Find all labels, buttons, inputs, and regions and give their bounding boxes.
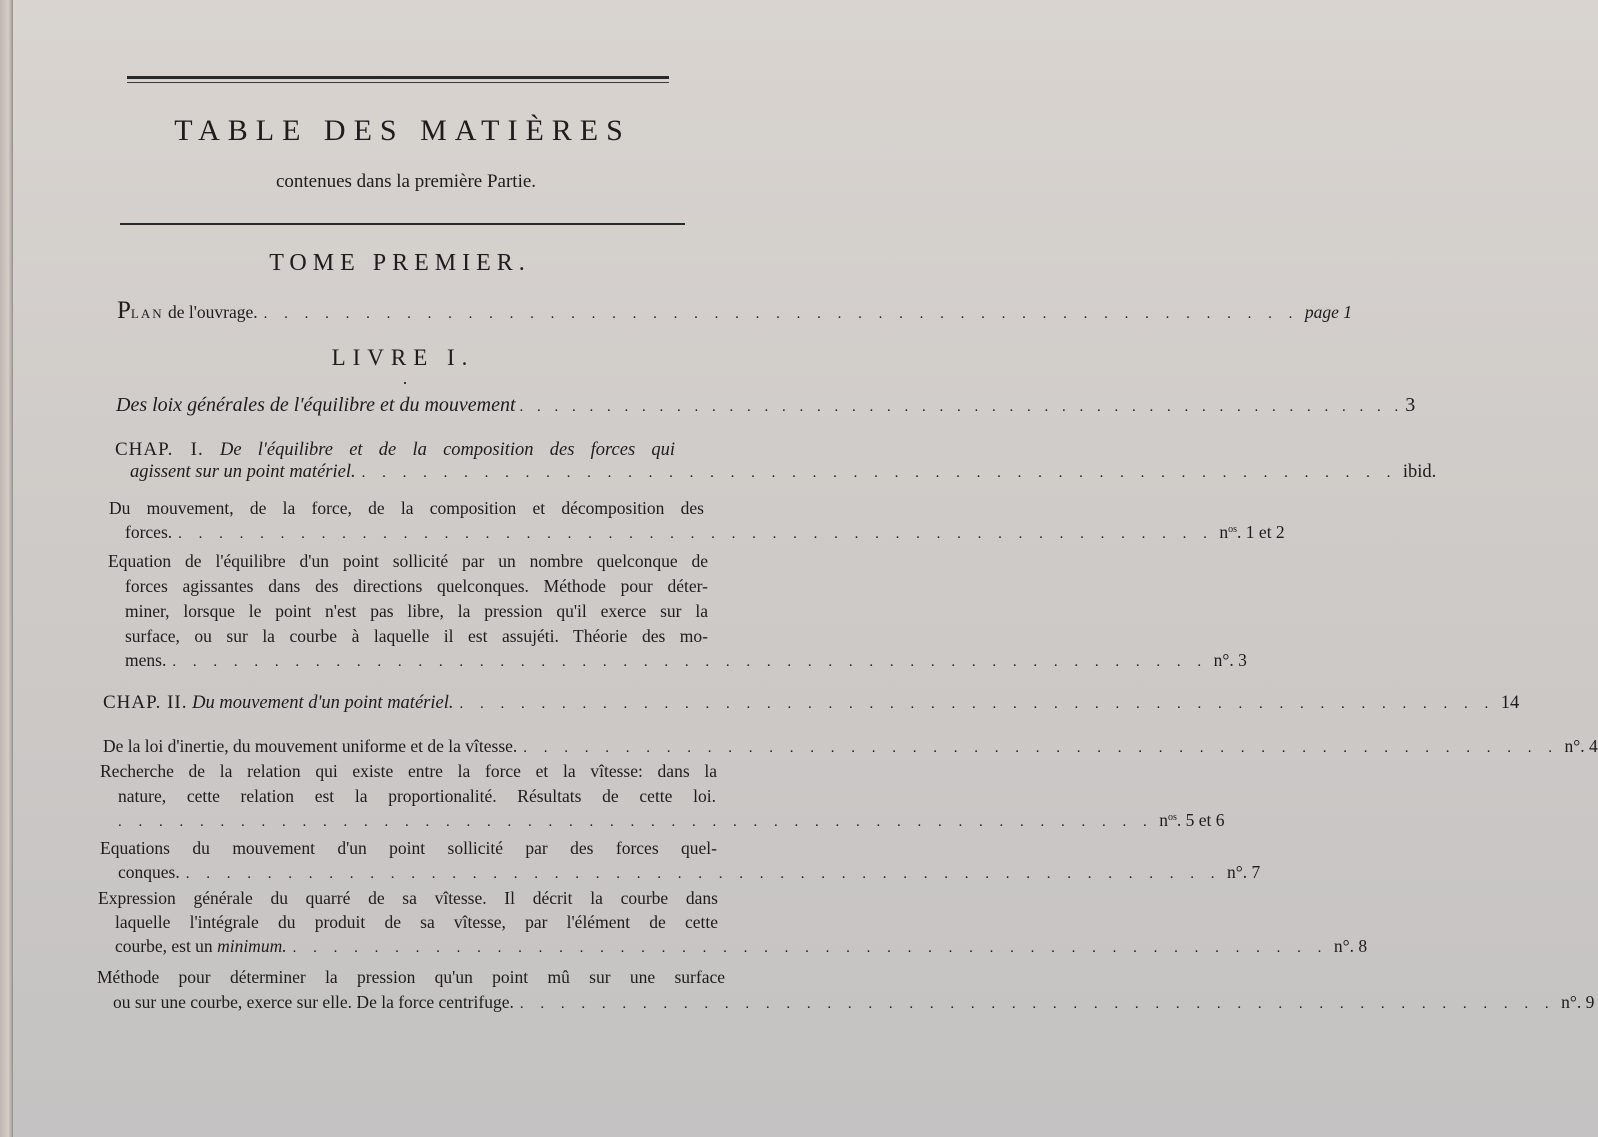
section-ref: n°. 9 <box>1561 992 1595 1012</box>
toc-entry-last-line: conques. . . . . . . . . . . . . . . . . . . . . . . . . . . . . . . . . . . . . . . . . . . . . . . . . . . . n°. 7 <box>118 862 1261 882</box>
toc-entry-line: surface, ou sur la courbe à laquelle il est assujéti. Théorie des mo- <box>125 626 708 646</box>
top-double-rule <box>127 76 669 83</box>
livre-heading: LIVRE I. <box>331 345 475 370</box>
page-title: TABLE DES MATIÈRES <box>174 114 631 147</box>
chapter-2-title: CHAP. II. Du mouvement d'un point matériel. . . . . . . . . . . . . . . . . . . . . . . . . . . . . . . . . . . . . . . . . . . . . . . . . . . . 14 <box>103 692 1520 713</box>
section-ref: n°. 3 <box>1213 650 1247 670</box>
toc-entry-livre-title <box>116 394 1416 416</box>
toc-entry-line: Expression générale du quarré de sa vîtesse. Il décrit la courbe dans <box>98 888 718 908</box>
page-subtitle: contenues dans la première Partie. <box>275 171 537 192</box>
dot-leader: . . . . . . . . . . . . . . . . . . . . . . . . . . . . . . . . . . . . . . . . . . . . . . . . . . . <box>263 306 1299 322</box>
section-ref: n°. 8 <box>1333 936 1368 956</box>
chapter-1-title-line2: agissent sur un point matériel. . . . . . . . . . . . . . . . . . . . . . . . . . . . . . . . . . . . . . . . . . . . . . . . . . . . ibid. <box>130 462 1437 482</box>
dot-leader: . . . . . . . . . . . . . . . . . . . . . . . . . . . . . . . . . . . . . . . . . . . . . . . . . . . <box>519 399 1404 415</box>
plan-initial: P <box>117 297 131 324</box>
page-ref: 14 <box>1500 693 1520 713</box>
dot-leader: . . . . . . . . . . . . . . . . . . . . . . . . . . . . . . . . . . . . . . . . . . . . . . . . . . . <box>361 465 1397 481</box>
toc-entry-line: Du mouvement, de la force, de la composition et décomposition des <box>109 498 704 518</box>
page-ref: page 1 <box>1304 302 1353 322</box>
toc-entry-line: miner, lorsque le point n'est pas libre, la pression qu'il exerce sur la <box>125 601 708 621</box>
dot-leader: . . . . . . . . . . . . . . . . . . . . . . . . . . . . . . . . . . . . . . . . . . . . . . . . . . . <box>459 696 1495 712</box>
toc-entry-last-line: mens. . . . . . . . . . . . . . . . . . . . . . . . . . . . . . . . . . . . . . . . . . . . . . . . . . . . n°. 3 <box>125 650 1247 670</box>
dot-leader: . . . . . . . . . . . . . . . . . . . . . . . . . . . . . . . . . . . . . . . . . . . . . . . . . . . <box>185 866 1221 882</box>
dot-leader: . . . . . . . . . . . . . . . . . . . . . . . . . . . . . . . . . . . . . . . . . . . . . . . . . . . <box>519 996 1556 1012</box>
toc-entry-last-line <box>118 810 1225 830</box>
section-ref: $n^{os}$. 1 et 2 <box>1219 522 1285 542</box>
section-ref: $n^{os}$. 5 et 6 <box>1159 810 1225 830</box>
toc-entry-line: Recherche de la relation qui existe entre la force et la vîtesse: dans la <box>100 761 717 781</box>
page-ref: ibid. <box>1402 462 1437 482</box>
toc-entry-last-line: courbe, est un minimum. . . . . . . . . . . . . . . . . . . . . . . . . . . . . . . . . . . . . . . . . . . . . . . . . . . . n°. 8 <box>115 936 1368 956</box>
toc-entry-last-line: forces. . . . . . . . . . . . . . . . . . . . . . . . . . . . . . . . . . . . . . . . . . . . . . . . . . . . $n^{os}$. 1 et 2 <box>125 522 1285 542</box>
toc-entry-line: forces agissantes dans des directions quelconques. Méthode pour déter- <box>125 576 708 596</box>
dot-leader: . . . . . . . . . . . . . . . . . . . . . . . . . . . . . . . . . . . . . . . . . . . . . . . . . . . <box>172 654 1208 670</box>
tome-heading: TOME PREMIER. <box>269 250 531 276</box>
chapter-1-title-line1: CHAP. I. De l'équilibre et de la composition des forces qui <box>115 439 676 460</box>
dot-leader: . . . . . . . . . . . . . . . . . . . . . . . . . . . . . . . . . . . . . . . . . . . . . . . . . . . <box>118 814 1154 830</box>
dot-leader: . . . . . . . . . . . . . . . . . . . . . . . . . . . . . . . . . . . . . . . . . . . . . . . . . . . <box>178 526 1214 542</box>
toc-entry-line: nature, cette relation est la proportionalité. Résultats de cette loi. <box>118 786 716 806</box>
section-ref: n°. 4 <box>1564 736 1598 756</box>
toc-entry-line: Equation de l'équilibre d'un point sollicité par un nombre quelconque de <box>108 551 708 571</box>
toc-entry-plan <box>117 297 1353 324</box>
title-rule <box>120 223 685 225</box>
toc-entry-last-line: ou sur une courbe, exerce sur elle. De la force centrifuge. . . . . . . . . . . . . . . . . . . . . . . . . . . . . . . . . . . . . . . . . . . . . . . . . . . . n°. 9 <box>113 992 1595 1012</box>
toc-entry-last-line: De la loi d'inertie, du mouvement uniforme et de la vîtesse. . . . . . . . . . . . . . . . . . . . . . . . . . . . . . . . . . . . . . . . . . . . . . . . . . . . n°. 4 <box>103 736 1598 756</box>
section-ref: n°. 7 <box>1226 862 1261 882</box>
livre-title-text: Des loix générales de l'équilibre et du mouvement <box>116 394 516 416</box>
dot-leader: . . . . . . . . . . . . . . . . . . . . . . . . . . . . . . . . . . . . . . . . . . . . . . . . . . . <box>523 740 1559 756</box>
dot-leader: . . . . . . . . . . . . . . . . . . . . . . . . . . . . . . . . . . . . . . . . . . . . . . . . . . . <box>292 940 1328 956</box>
toc-entry-line: laquelle l'intégrale du produit de sa vîtesse, par l'élément de cette <box>115 912 718 932</box>
ornament-dot <box>404 382 406 384</box>
toc-entry-line: Equations du mouvement d'un point sollicité par des forces quel- <box>100 838 717 858</box>
page-ref: 3 <box>1405 394 1416 416</box>
toc-entry-line: Méthode pour déterminer la pression qu'un point mû sur une surface <box>97 967 725 987</box>
plan-text: de l'ouvrage. <box>163 302 258 322</box>
plan-small-caps: LAN <box>130 306 164 321</box>
